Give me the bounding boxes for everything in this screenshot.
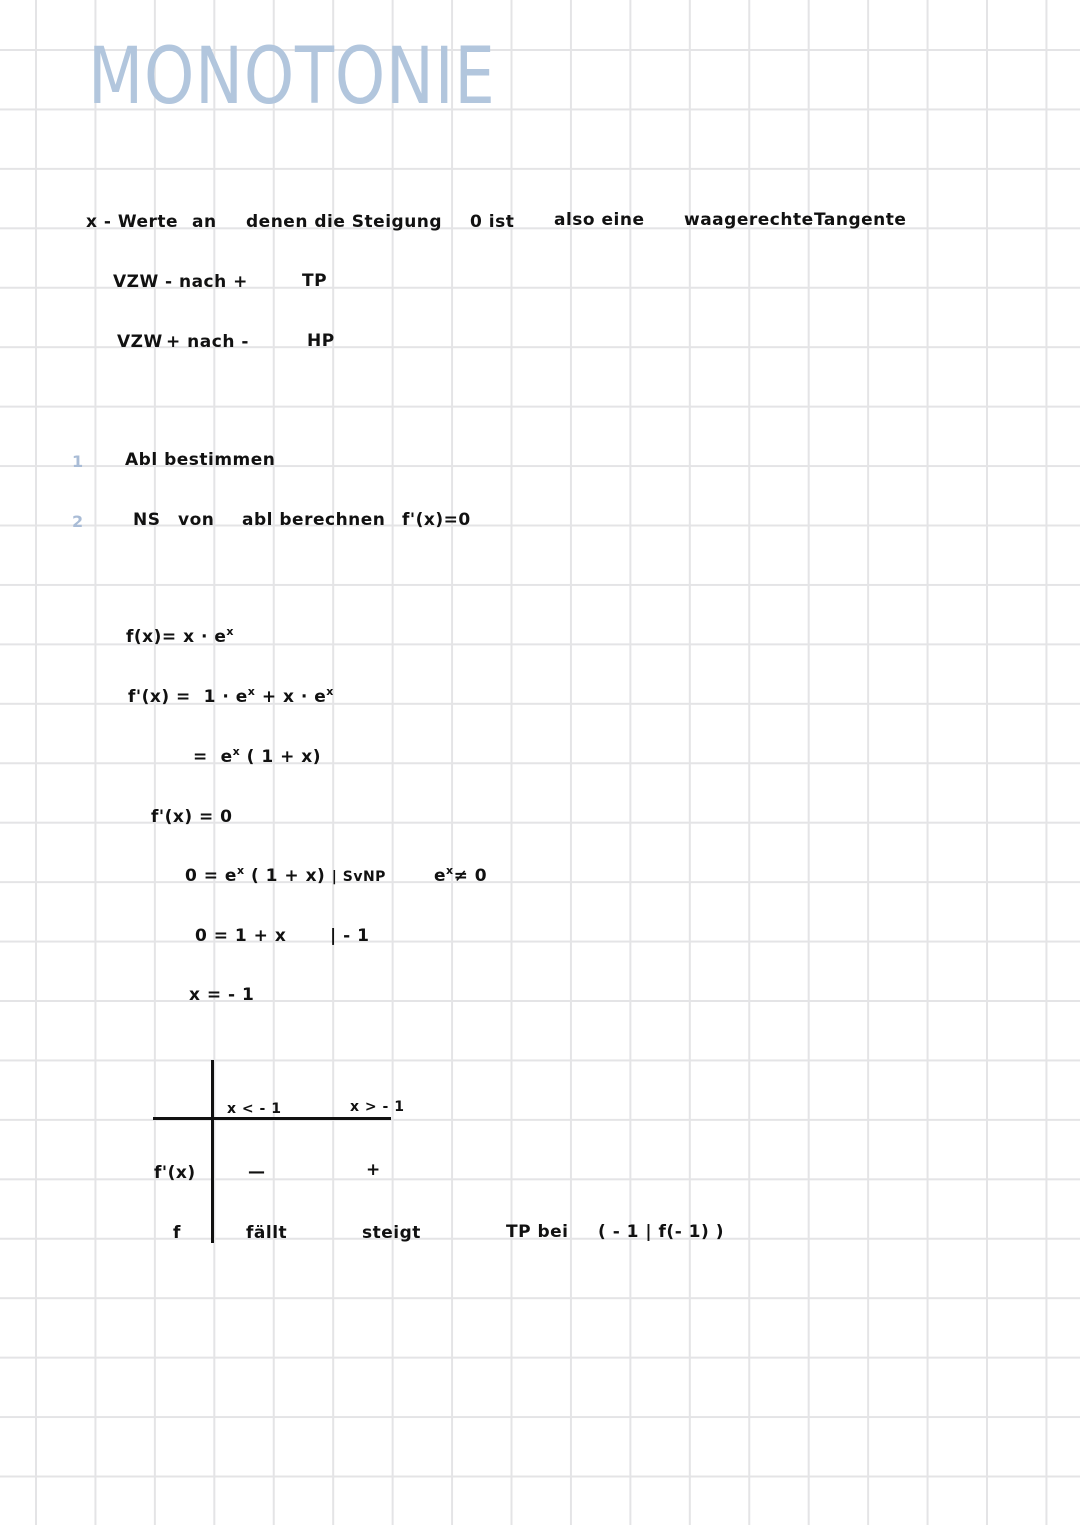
step-text: f'(x)=0 bbox=[402, 510, 471, 530]
simplified-derivative: = $e^x$ ( 1 + x) bbox=[193, 745, 321, 767]
table-column-header: x < - 1 bbox=[227, 1101, 282, 1117]
definition-part: denen die Steigung bbox=[246, 212, 443, 232]
solve-line-2: 0 = 1 + x bbox=[195, 926, 287, 946]
step-number: 2 bbox=[72, 512, 84, 531]
definition-part: x - Werte bbox=[86, 212, 179, 232]
rule-label: VZW bbox=[113, 272, 159, 292]
step-text: Abl bestimmen bbox=[125, 450, 276, 470]
step-text: NS bbox=[133, 510, 161, 530]
set-zero-line: f'(x) = 0 bbox=[151, 807, 233, 827]
table-cell: + bbox=[366, 1160, 381, 1180]
table-cell: steigt bbox=[362, 1223, 421, 1243]
solution-line: x = - 1 bbox=[189, 985, 255, 1005]
turning-point: ( - 1 | f(- 1) ) bbox=[598, 1222, 724, 1242]
step-text: abl berechnen bbox=[242, 510, 386, 530]
rule-change: - nach + bbox=[165, 272, 248, 292]
step-number: 1 bbox=[72, 452, 84, 471]
solve-line-2-operation: | - 1 bbox=[330, 926, 370, 946]
rule-result: HP bbox=[307, 331, 335, 351]
table-column-header: x > - 1 bbox=[350, 1099, 405, 1115]
nonzero-condition: $e^x\ne 0$ bbox=[434, 864, 488, 886]
definition-part: waagerechte bbox=[684, 210, 814, 230]
table-row-label: f bbox=[173, 1223, 181, 1243]
table-vertical-rule bbox=[211, 1060, 214, 1243]
rule-label: VZW bbox=[117, 332, 163, 352]
table-cell: fällt bbox=[246, 1223, 288, 1243]
solve-line-1: $0 = e^x$ ( 1 + x) | SvNP bbox=[185, 864, 386, 886]
definition-part: Tangente bbox=[814, 210, 907, 230]
rule-change: + nach - bbox=[166, 332, 249, 352]
definition-part: also eine bbox=[554, 210, 645, 230]
page-title: MONOTONIE bbox=[88, 32, 496, 122]
derivative-line: $f'(x) = 1 \cdot e^x + x \cdot e^x$ bbox=[128, 685, 334, 707]
function-definition: $f(x)= x \cdot e^x$ bbox=[126, 625, 234, 647]
step-text: von bbox=[178, 510, 215, 530]
definition-part: an bbox=[192, 212, 217, 232]
definition-part: 0 ist bbox=[470, 212, 515, 232]
table-cell: — bbox=[248, 1162, 266, 1182]
conclusion-label: TP bei bbox=[506, 1222, 569, 1242]
table-row-label: f'(x) bbox=[154, 1163, 196, 1183]
rule-result: TP bbox=[302, 271, 328, 291]
